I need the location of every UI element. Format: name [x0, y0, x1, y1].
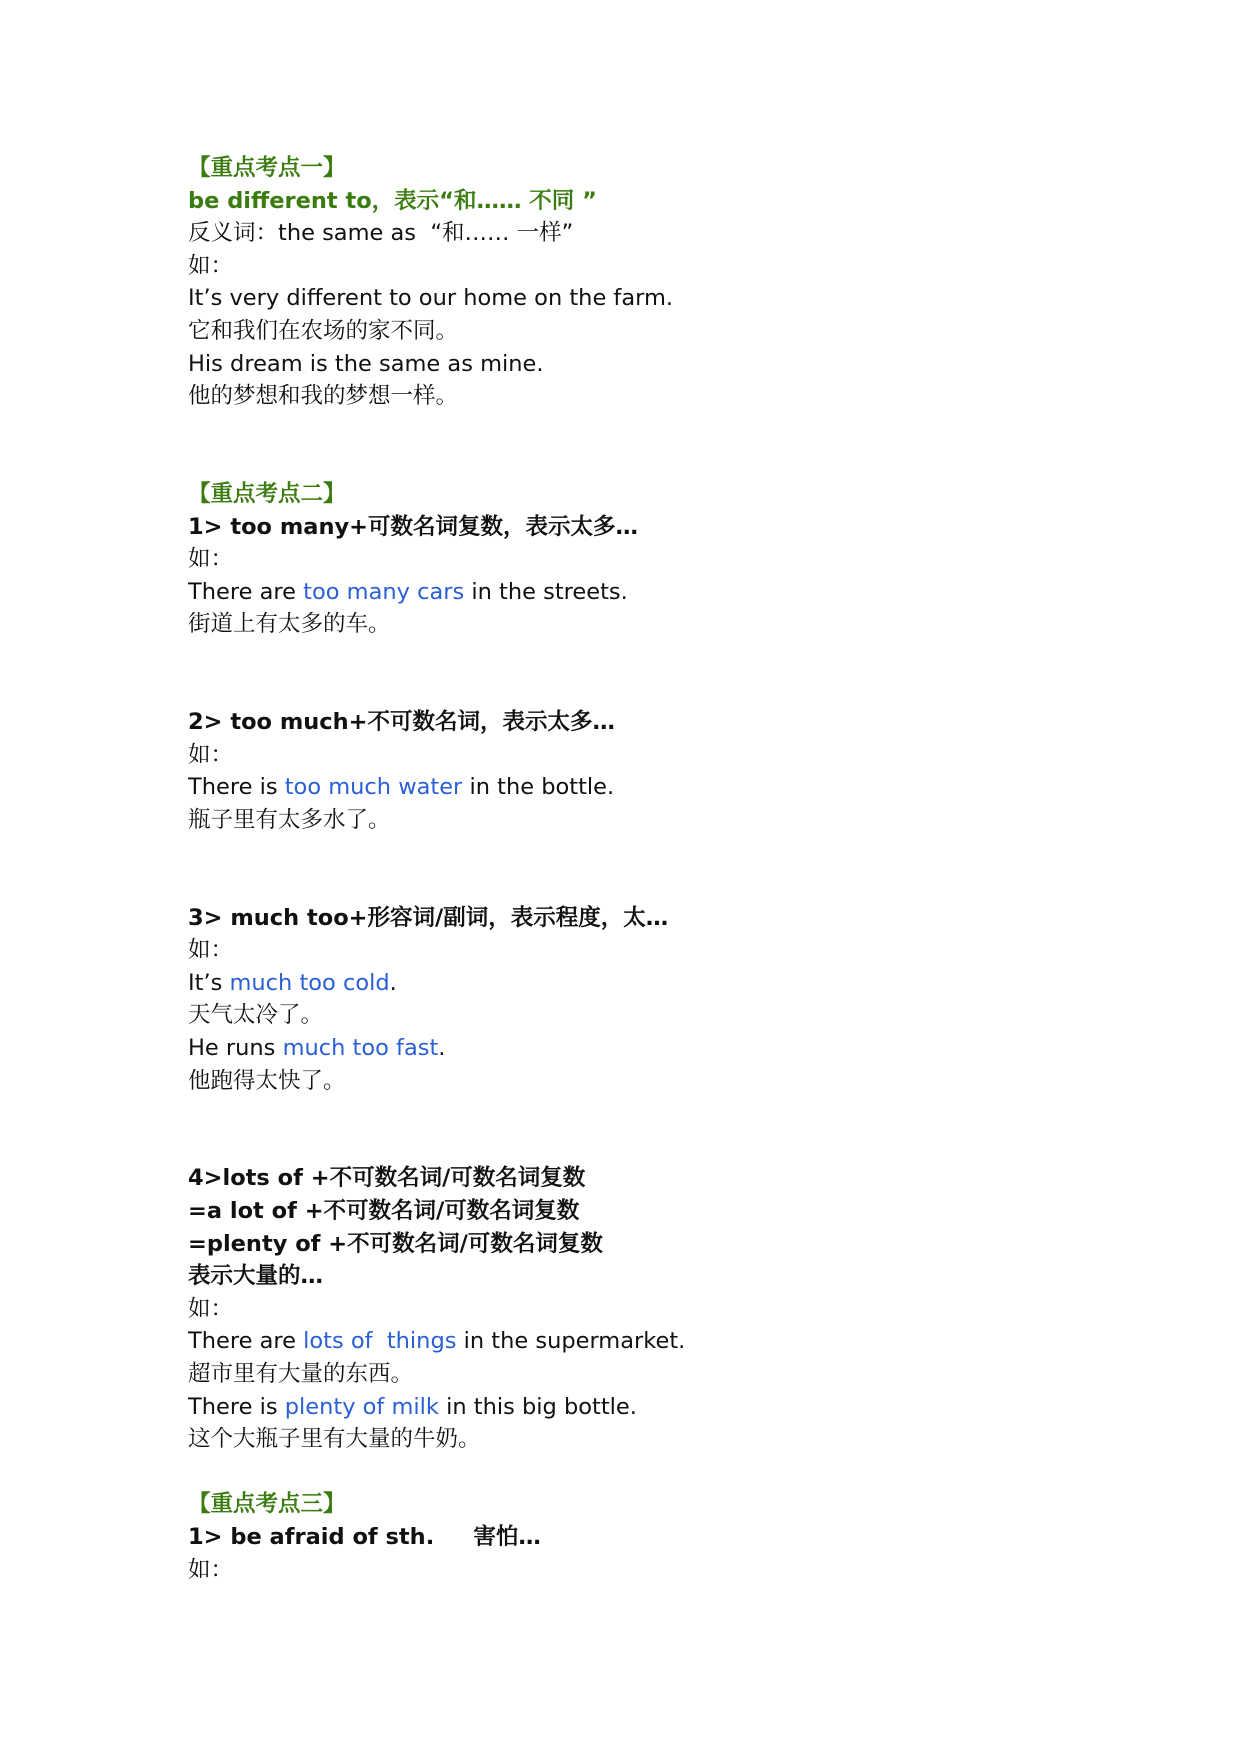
point-heading-4-alt: =plenty of +不可数名词/可数名词复数	[188, 1230, 603, 1257]
example-en	[188, 1325, 1188, 1358]
example-text: in the bottle.	[462, 774, 615, 801]
highlighted-phrase: plenty of milk	[284, 1393, 439, 1420]
example-en: His dream is the same as mine.	[188, 350, 544, 377]
highlighted-phrase: much too cold	[229, 969, 390, 996]
example-label: 如：	[188, 937, 234, 964]
example-cn: 瓶子里有太多水了。	[188, 806, 391, 833]
example-text: There are	[188, 1328, 304, 1355]
example-cn: 他跑得太快了。	[188, 1067, 346, 1094]
point-heading-1: 1> be afraid of sth. 害怕…	[188, 1523, 541, 1550]
spacer	[188, 1456, 1188, 1489]
example-en	[188, 967, 1188, 1000]
point-heading-4: 4>lots of +不可数名词/可数名词复数	[188, 1165, 586, 1192]
example-en	[188, 1391, 1188, 1424]
example-text: There is	[188, 774, 285, 801]
highlighted-phrase: lots of things	[303, 1328, 457, 1355]
example-en	[188, 771, 1188, 804]
section-title-3: 【重点考点三】	[188, 1491, 346, 1518]
example-en: It’s very different to our home on the farm.	[188, 285, 674, 312]
section-heading-1: be different to，表示“和…… 不同 ”	[188, 187, 597, 214]
example-label: 如：	[188, 546, 234, 573]
example-text: It’s	[188, 969, 230, 996]
example-text: in the streets.	[464, 578, 628, 605]
point-heading-4-meaning: 表示大量的…	[188, 1263, 324, 1290]
example-text: There are	[188, 578, 304, 605]
example-text: in the supermarket.	[456, 1328, 686, 1355]
example-en	[188, 1032, 1188, 1065]
example-en	[188, 576, 1188, 609]
example-label: 如：	[188, 741, 234, 768]
highlighted-phrase: too many cars	[303, 578, 465, 605]
example-cn: 超市里有大量的东西。	[188, 1360, 414, 1387]
example-cn: 它和我们在农场的家不同。	[188, 317, 459, 344]
example-text: .	[438, 1035, 446, 1062]
point-heading-2: 2> too much+不可数名词，表示太多…	[188, 709, 616, 736]
antonym-line: 反义词：the same as “和…… 一样”	[188, 220, 574, 247]
point-heading-1: 1> too many+可数名词复数，表示太多…	[188, 513, 639, 540]
spacer	[188, 413, 1188, 478]
example-text: There is	[188, 1393, 285, 1420]
point-heading-3: 3> much too+形容词/副词，表示程度，太…	[188, 904, 669, 931]
example-label: 如：	[188, 252, 234, 279]
example-text: in this big bottle.	[438, 1393, 637, 1420]
example-label: 如：	[188, 1556, 234, 1583]
example-label: 如：	[188, 1295, 234, 1322]
spacer	[188, 836, 1188, 901]
point-heading-4-alt: =a lot of +不可数名词/可数名词复数	[188, 1198, 580, 1224]
spacer	[188, 1097, 1188, 1162]
example-cn: 街道上有太多的车。	[188, 611, 391, 638]
spacer	[188, 641, 1188, 706]
section-title-2: 【重点考点二】	[188, 480, 346, 507]
highlighted-phrase: too much water	[284, 774, 463, 801]
example-text: .	[389, 969, 397, 996]
example-cn: 这个大瓶子里有大量的牛奶。	[188, 1426, 481, 1453]
section-title-1: 【重点考点一】	[188, 155, 346, 181]
example-cn: 天气太冷了。	[188, 1002, 324, 1029]
example-text: He runs	[188, 1035, 283, 1062]
document-page	[188, 152, 1188, 1586]
highlighted-phrase: much too fast	[282, 1035, 439, 1062]
example-cn: 他的梦想和我的梦想一样。	[188, 383, 459, 410]
